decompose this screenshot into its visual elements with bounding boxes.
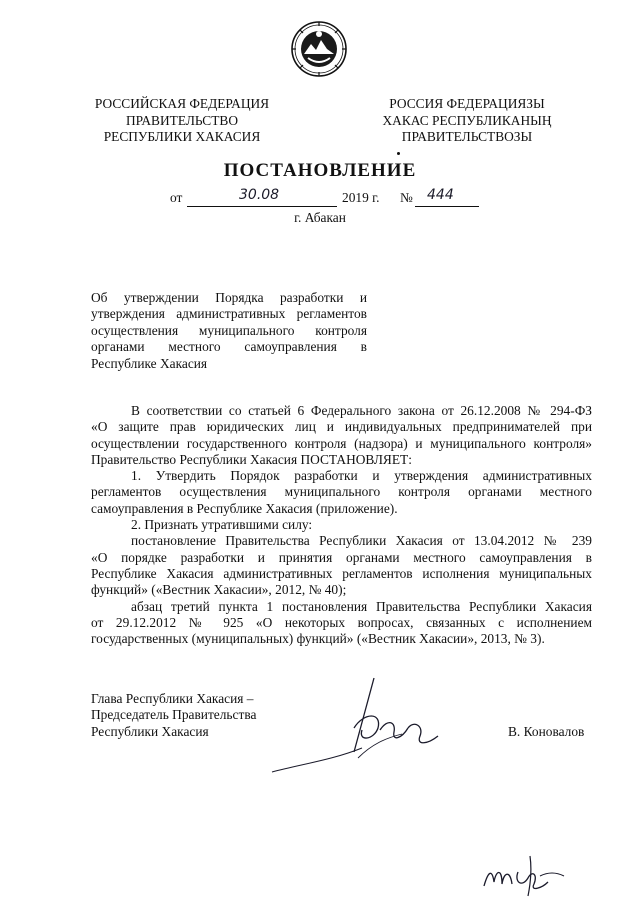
header-right <box>372 96 562 146</box>
body-line: В соответствии со статьей 6 Федерального закона от 26.12.2008 № 294-ФЗ <box>131 403 592 418</box>
signatory-line: Республики Хакасия <box>91 723 209 739</box>
date-line <box>0 187 640 212</box>
body-line: 1. Утвердить Порядок разработки и утверждения административных <box>131 468 592 484</box>
body-line: постановление Правительства Республики Хакасия от 13.04.2012 № 239 <box>131 533 592 549</box>
header-right-line: ХАКАС РЕСПУБЛИКАНЫҢ <box>382 112 552 128</box>
body-line: осуществлении государственного контроля (надзора) и муниципального контроля» <box>91 435 592 451</box>
handwritten-date: 30.08 <box>239 187 280 203</box>
subject-line: утверждения административных регламентов <box>91 306 367 322</box>
date-prefix: от <box>170 190 183 205</box>
signatory-line: Председатель Правительства <box>91 707 257 723</box>
body-line: функций» («Вестник Хакасии», 2012, № 40); <box>91 582 347 598</box>
subject-line: Республике Хакасия <box>91 355 208 371</box>
coat-of-arms-icon <box>290 20 348 78</box>
handwritten-signature <box>262 660 462 780</box>
document-subject <box>91 290 367 372</box>
signatory-line: Глава Республики Хакасия – <box>91 691 254 706</box>
body-line: Республике Хакасия административных регламентов исполнения муниципальных <box>91 565 592 581</box>
header-right-line: ПРАВИТЕЛЬСТВОЗЫ <box>401 129 533 144</box>
header-left-line: РОССИЙСКАЯ ФЕДЕРАЦИЯ <box>94 96 270 111</box>
date-underline <box>187 187 337 207</box>
city-label: г. Абакан <box>294 210 346 225</box>
number-label: № <box>400 190 413 205</box>
body-line: от 29.12.2012 № 925 «О некоторых вопросах, связанных с исполнением <box>91 614 592 630</box>
subject-line: осуществления муниципального контроля <box>91 322 367 338</box>
date-year: 2019 г. <box>342 190 380 205</box>
body-line: «О защите прав юридических лиц и индивидуальных предпринимателей при <box>91 419 592 435</box>
body-line: Правительство Республики Хакасия ПОСТАНОВЛЯЕТ: <box>91 451 412 467</box>
subject-line: органами местного самоуправления в <box>91 339 367 355</box>
handwritten-number: 444 <box>427 187 454 203</box>
handwritten-initials <box>478 848 568 898</box>
number-underline <box>415 187 479 207</box>
body-line: самоуправления в Республике Хакасия (приложение). <box>91 500 398 516</box>
signatory-position <box>91 691 256 740</box>
header-left-line: РЕСПУБЛИКИ ХАКАСИЯ <box>103 129 261 144</box>
body-line: 2. Признать утратившими силу: <box>131 517 313 533</box>
header-left-line: ПРАВИТЕЛЬСТВО <box>125 112 238 128</box>
header-left <box>87 96 277 146</box>
body-line: «О порядке разработки и принятия органами местного самоуправления в <box>91 549 592 565</box>
document-title: ПОСТАНОВЛЕНИЕ <box>223 160 417 181</box>
body-line: регламентов осуществления муниципального контроля органами местного <box>91 484 592 500</box>
body-line: абзац третий пункта 1 постановления Правительства Республики Хакасия <box>131 598 592 614</box>
ink-dot <box>397 152 400 155</box>
document-body <box>91 403 592 647</box>
header-right-line: РОССИЯ ФЕДЕРАЦИЯЗЫ <box>389 96 545 111</box>
subject-line: Об утверждении Порядка разработки и <box>91 290 367 305</box>
body-line: государственных (муниципальных) функций» («Вестник Хакасии», 2013, № 3). <box>91 631 545 647</box>
signatory-name: В. Коновалов <box>508 724 585 739</box>
